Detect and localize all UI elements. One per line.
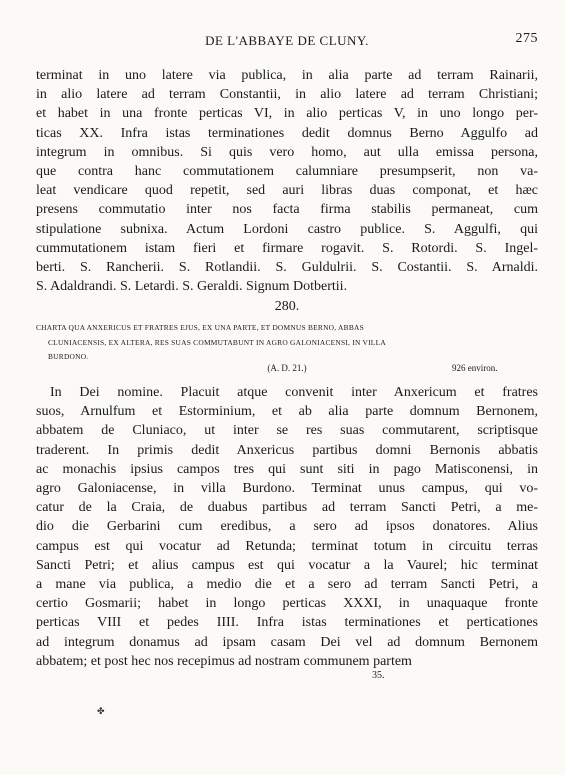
text-line: In Dei nomine. Placuit atque convenit inter Anxericum et fratres [50, 385, 538, 400]
rubric-line: BURDONO. [48, 352, 89, 362]
running-header [36, 33, 538, 51]
text-line: perticas VIII et pedes IIII. Infra istas terminationes et perticationes [36, 615, 538, 631]
text-line: que contra hanc commutationem calumniare presumpserit, non va- [36, 164, 538, 180]
charter-number: 280. [274, 299, 300, 314]
text-line: Sancti Petri; et alius campus est qui vocatur a la Vaurel; hic terminat [36, 557, 538, 573]
charter-rubric [36, 321, 538, 365]
text-line: integrum in omnibus. Si quis vero homo, aut ulla emissa persona, [36, 144, 538, 160]
rubric-line: CLUNIACENSIS, EX ALTERA, RES SUAS COMMUTABUNT IN AGRO GALONIACENSI, IN VILLA [48, 337, 386, 347]
text-line: suos, Arnulfum et Estorminium, et ab alia parte domnum Bernonem, [36, 404, 538, 420]
text-line: catur de la Craia, de duabus partibus ad terram Sancti Petri, a me- [36, 500, 538, 516]
text-line: leat vendicare quod repetit, sed auri libras duas componat, et hæc [36, 183, 538, 199]
charter-text [36, 383, 538, 671]
signature-mark: 35. [372, 670, 385, 681]
text-line: ac monachis ipsius campos tres qui sunt siti in pago Matisconensi, in [36, 461, 538, 477]
text-line: campus est qui vocatur ad Retunda; terminat totum in circuitu terras [36, 538, 538, 554]
text-line: abbatem de Cluniaco, ut inter se res suas commutarent, scriptisque [36, 423, 538, 439]
text-line: in alio latere ad terram Constantii, in alio latere ad terram Christiani; [36, 87, 538, 103]
text-line: dio die Gerbarini cum eredibus, a sero ad ipsos donatores. Alius [36, 519, 538, 535]
text-line: cummutationem istam fieri et firmare rogavit. S. Rotordi. S. Ingel- [36, 240, 538, 256]
margin-date-note: 926 environ. [452, 363, 498, 373]
header-title: DE L'ABBAYE DE CLUNY. [205, 33, 369, 48]
text-line: stipulatione subnixa. Actum Lordoni castro publice. S. Aggulfi, qui [36, 221, 538, 237]
text-line: a mane via publica, a medio die et a sero ad terram Sancti Petri, a [36, 577, 538, 593]
text-line: berti. S. Rancherii. S. Rotlandii. S. Guldulrii. S. Costantii. S. Arnaldi. [36, 260, 538, 276]
text-line: terminat in uno latere via publica, in alia parte ad terram Rainarii, [36, 68, 538, 83]
page-number: 275 [515, 31, 538, 46]
text-line: ticas XX. Infra istas terminationes dedit domnus Berno Aggulfo ad [36, 125, 538, 141]
text-line: agro Galoniacense, in villa Burdono. Terminat unus campus, qui vo- [36, 481, 538, 497]
rubric-line: CHARTA QUA ANXERICUS ET FRATRES EJUS, EX UNA PARTE, ET DOMNUS BERNO, ABBAS [36, 323, 364, 332]
text-line: S. Adaldrandi. S. Letardi. S. Geraldi. Signum Dotbertii. [36, 279, 348, 295]
text-line: et habet in una fronte perticas VI, in alio perticas V, in uno longo per- [36, 106, 538, 122]
text-line: ad integrum donamus ad ipsam casam Dei vel ad domnum Bernonem [36, 634, 538, 650]
paragraph-continued [36, 66, 538, 296]
text-line: traderent. In primis dedit Anxericus partibus domni Bernonis abbatis [36, 442, 538, 458]
text-line: presens commutatio inter nos facta firma stabilis permaneat, cum [36, 202, 538, 218]
text-line: certio Gosmarii; habet in longo perticas XXXI, in unaquaque fronte [36, 596, 538, 612]
text-line: abbatem; et post hec nos recepimus ad nostram communem partem [36, 653, 412, 669]
charter-date: (A. D. 21.) [267, 363, 307, 373]
stray-ornament-icon: ✤ [97, 706, 105, 716]
